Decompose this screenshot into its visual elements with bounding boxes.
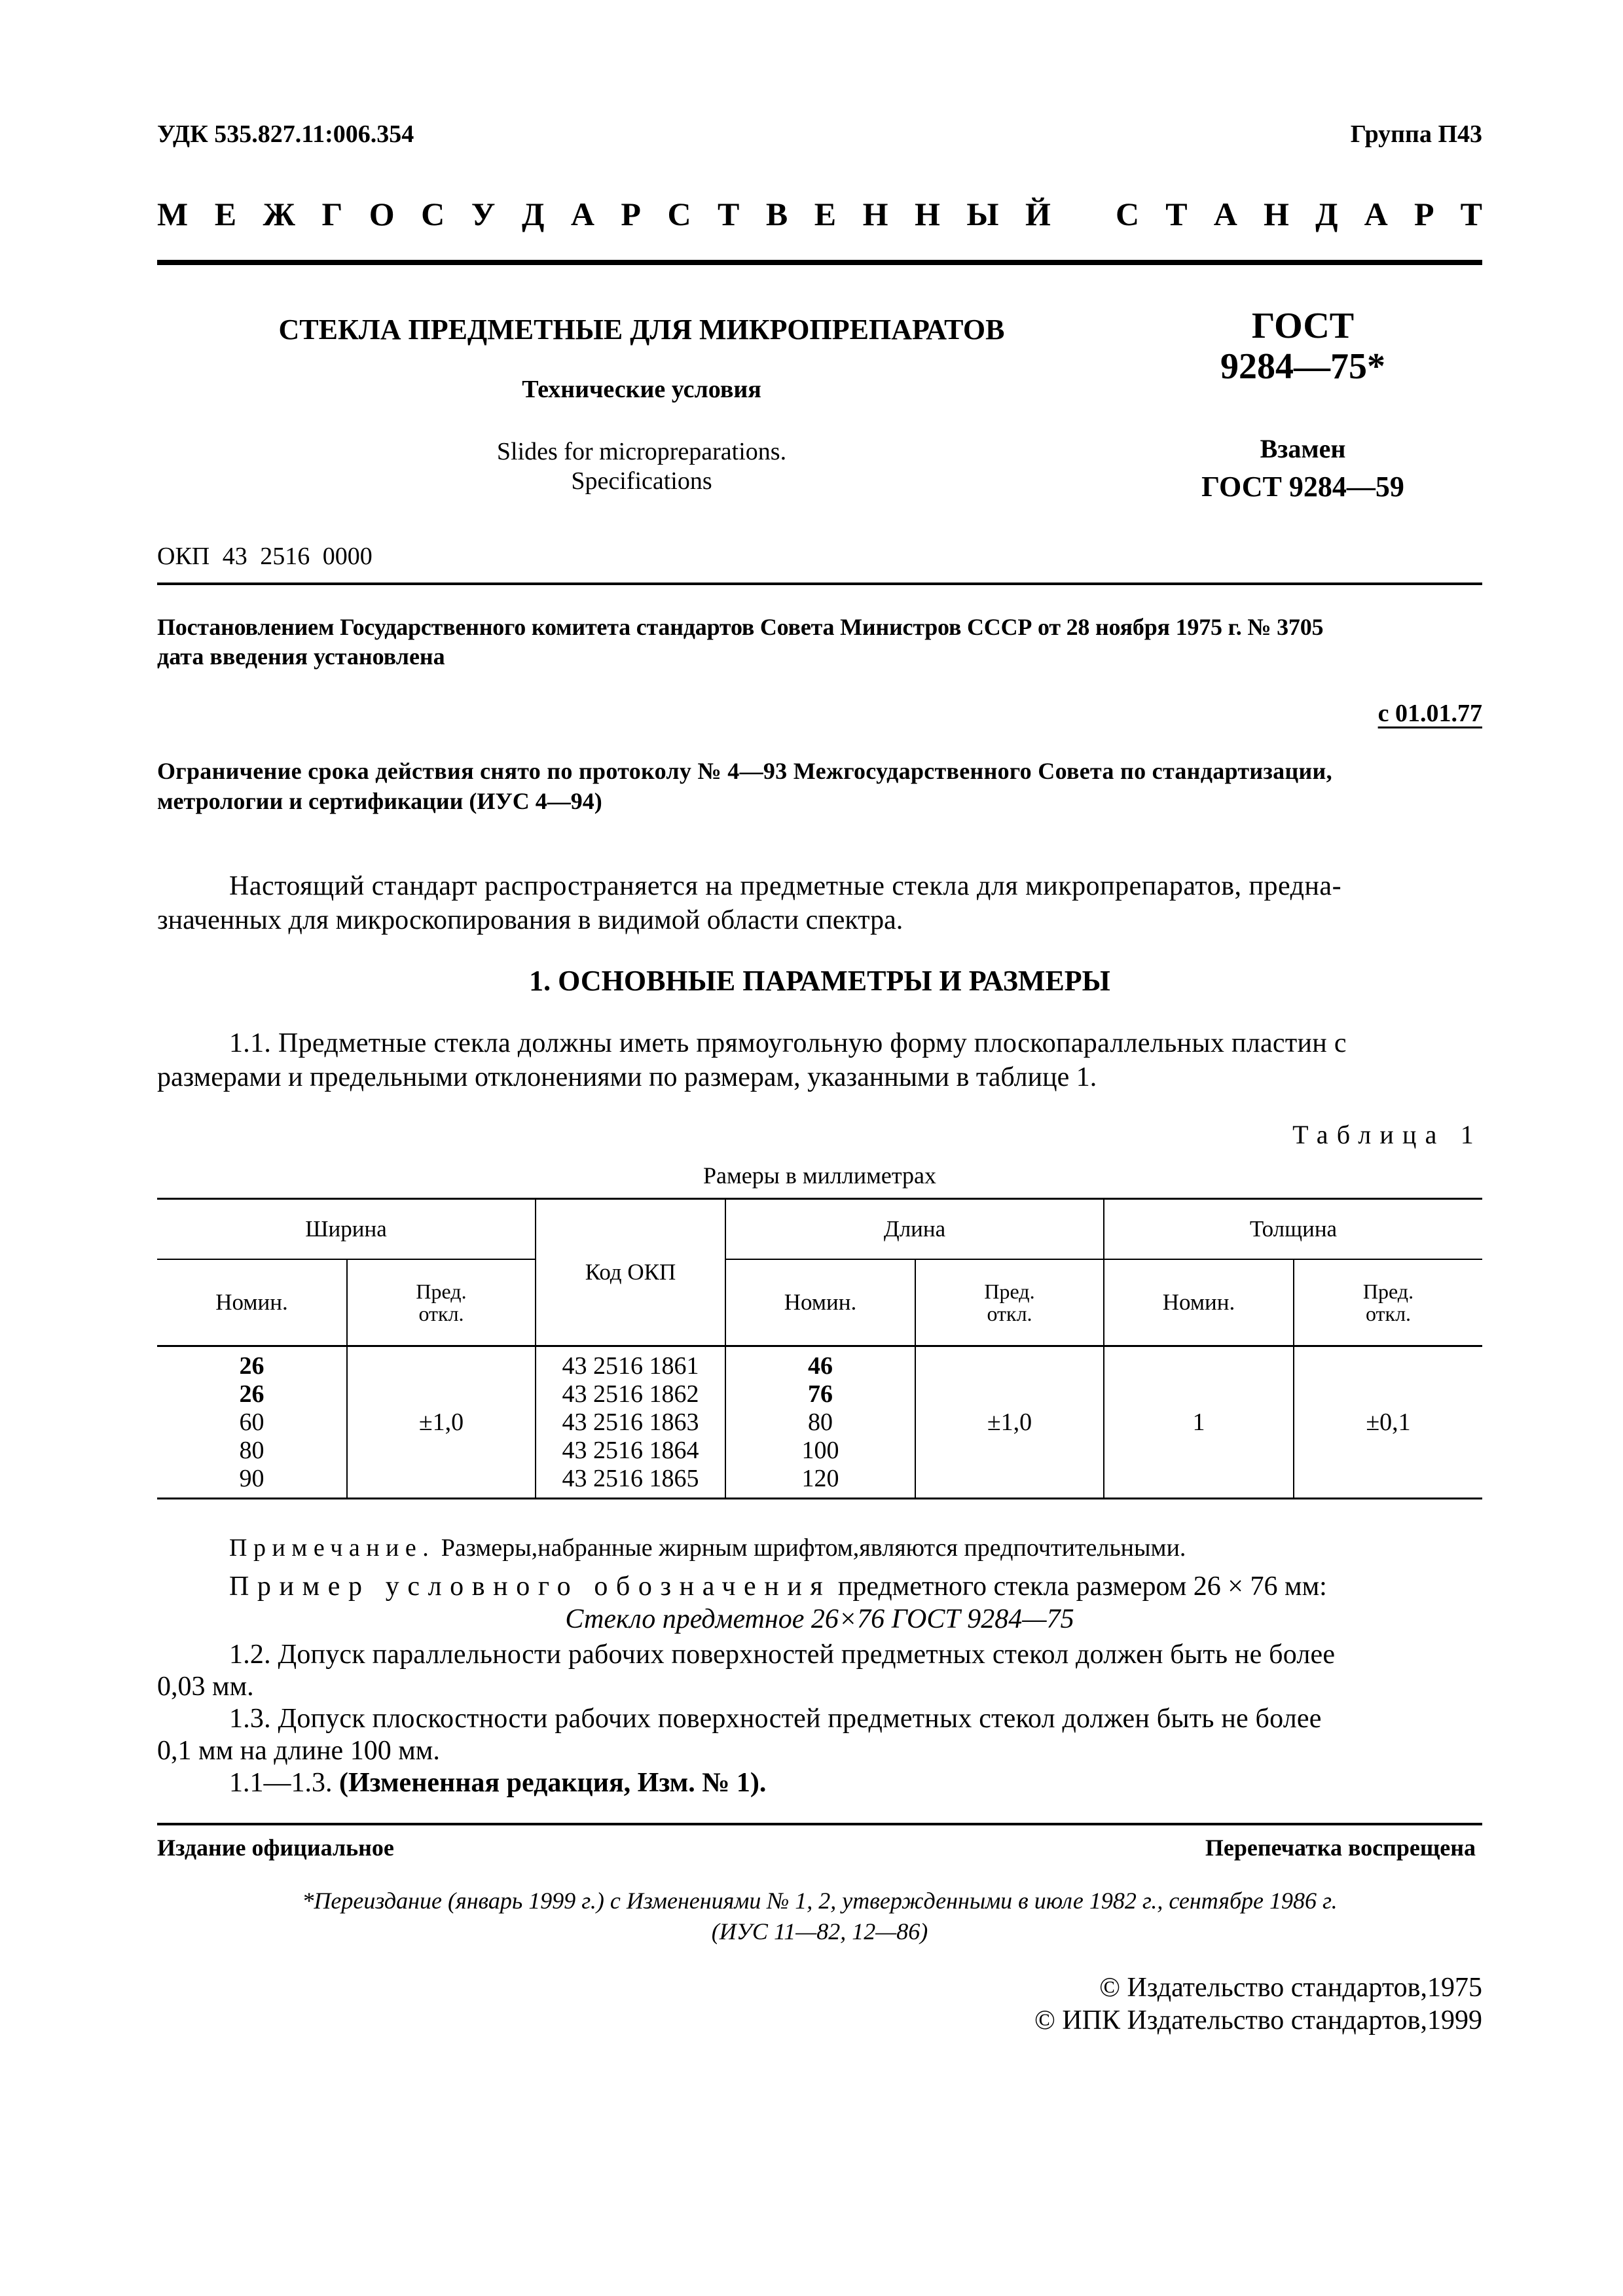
dimensions-table [157, 1198, 1482, 1499]
title-rule [157, 583, 1482, 585]
width-deviation-cell: ±1,0 [347, 1346, 536, 1499]
heading-letter: Д [1315, 196, 1338, 232]
reissue-note-line-2: (ИУС 11—82, 12—86) [711, 1918, 928, 1945]
table-cell: 60 [239, 1408, 264, 1436]
clause-1-1-line-1: 1.1. Предметные стекла должны иметь прямоугольную форму плоскопараллельных пластин с [229, 1028, 1347, 1058]
thickness-deviation-cell: ±0,1 [1294, 1346, 1482, 1499]
designation-example [229, 1571, 1327, 1602]
header-length-dev: Пред. откл. [915, 1259, 1104, 1346]
thickness-nominal-cell: 1 [1104, 1346, 1294, 1499]
clause-1-2-line-2: 0,03 мм. [157, 1672, 254, 1702]
heading-letter: А [570, 196, 594, 232]
heading-letter: В [765, 196, 788, 232]
limit-line-1: Ограничение срока действия снято по протоколу № 4—93 Межгосударственного Совета по стандартизации, [157, 758, 1332, 784]
amendment-text: (Измененная редакция, Изм. № 1). [339, 1768, 767, 1798]
document-title: СТЕКЛА ПРЕДМЕТНЫЕ ДЛЯ МИКРОПРЕПАРАТОВ [278, 314, 1005, 346]
table-cell: 46 [808, 1352, 833, 1380]
table-cell: 26 [239, 1352, 264, 1380]
okp-code: ОКП 43 2516 0000 [157, 543, 373, 570]
heading-letter: С [421, 196, 445, 232]
okp-code-cell [536, 1346, 725, 1499]
header-thickness-dev: Пред. откл. [1294, 1259, 1482, 1346]
standard-type-word-2 [1116, 195, 1482, 233]
replaces-number: ГОСТ 9284—59 [1201, 471, 1404, 503]
section-1-heading: 1. ОСНОВНЫЕ ПАРАМЕТРЫ И РАЗМЕРЫ [529, 965, 1110, 997]
table-cell: 43 2516 1863 [562, 1408, 699, 1436]
official-edition: Издание официальное [157, 1835, 394, 1861]
heading-letter: Н [914, 196, 940, 232]
heading-letter: Н [862, 196, 888, 232]
footer-rule [157, 1823, 1482, 1825]
gost-label: ГОСТ [1251, 306, 1355, 346]
heading-letter: Р [1413, 196, 1434, 232]
copyright-1975: © Издательство стандартов,1975 [1099, 1973, 1482, 2003]
clause-1-3-line-1: 1.3. Допуск плоскостности рабочих поверхностей предметных стекол должен быть не более [229, 1704, 1322, 1734]
table-cell: 43 2516 1861 [562, 1352, 699, 1380]
header-width-nom: Номин. [157, 1259, 347, 1346]
table-row [157, 1346, 1482, 1499]
header-okp-code: Код ОКП [536, 1199, 725, 1346]
heading-letter: У [471, 196, 496, 232]
clause-1-3-line-2: 0,1 мм на длине 100 мм. [157, 1736, 440, 1766]
table-note [229, 1534, 1186, 1562]
note-label: Примечание. [229, 1534, 435, 1562]
heading-letter: Д [521, 196, 545, 232]
english-title-line-2: Specifications [571, 467, 712, 495]
heading-letter: С [667, 196, 691, 232]
copyright-1999: © ИПК Издательство стандартов,1999 [1034, 2005, 1482, 2036]
table-header-row-2 [157, 1259, 1482, 1346]
header-width: Ширина [157, 1199, 536, 1260]
header-length-nom: Номин. [725, 1259, 915, 1346]
table-units: Рамеры в миллиметрах [702, 1162, 937, 1189]
gost-number: 9284—75* [1220, 346, 1385, 387]
clause-range: 1.1—1.3. [229, 1768, 333, 1798]
table-cell: 43 2516 1862 [562, 1380, 699, 1408]
heading-letter: М [157, 196, 189, 232]
heading-letter: А [1213, 196, 1237, 232]
heading-letter: Е [214, 196, 237, 232]
heading-letter: Т [1460, 196, 1482, 232]
length-nominal-cell [725, 1346, 915, 1499]
table-caption: Таблица 1 [1292, 1120, 1482, 1149]
width-nominal-cell [157, 1346, 347, 1499]
reissue-note-line-1: *Переиздание (январь 1999 г.) с Изменениями № 1, 2, утвержденными в июле 1982 г., сентябре 1986 г. [302, 1888, 1338, 1914]
heading-letter: О [369, 196, 395, 232]
heading-letter: Ы [966, 196, 999, 232]
length-deviation-cell: ±1,0 [915, 1346, 1104, 1499]
standard-type-heading [157, 195, 1482, 233]
heading-letter: Т [718, 196, 740, 232]
table-cell: 100 [801, 1436, 839, 1464]
header-thickness-nom: Номин. [1104, 1259, 1294, 1346]
limit-line-2: метрологии и сертификации (ИУС 4—94) [157, 788, 602, 814]
heading-letter: Й [1025, 196, 1051, 232]
table-cell: 26 [239, 1380, 264, 1408]
group-code: Группа П43 [1350, 120, 1482, 148]
table-cell: 80 [239, 1436, 264, 1464]
heading-letter: Г [321, 196, 343, 232]
header-thick-rule [157, 260, 1482, 265]
table-cell: 120 [801, 1464, 839, 1492]
reprint-prohibited: Перепечатка воспрещена [1205, 1835, 1476, 1861]
intro-line-2: значенных для микроскопирования в видимой области спектра. [157, 905, 903, 935]
clause-1-2-line-1: 1.2. Допуск параллельности рабочих поверхностей предметных стекол должен быть не более [229, 1640, 1336, 1670]
heading-letter: Е [814, 196, 837, 232]
intro-line-1: Настоящий стандарт распространяется на предметные стекла для микропрепаратов, предна- [229, 871, 1342, 901]
example-designation: Стекло предметное 26×76 ГОСТ 9284—75 [565, 1604, 1074, 1634]
example-text: предметного стекла размером 26 × 76 мм: [837, 1571, 1327, 1602]
replaces-label: Взамен [1260, 434, 1346, 463]
header-length: Длина [725, 1199, 1104, 1260]
heading-letter: А [1364, 196, 1388, 232]
example-label: Пример условного обозначения [229, 1571, 831, 1602]
heading-letter: Н [1264, 196, 1289, 232]
clause-1-1-line-2: размерами и предельными отклонениями по размерам, указанными в таблице 1. [157, 1062, 1097, 1092]
english-title-line-1: Slides for micropreparations. [496, 438, 787, 465]
amendment-note [229, 1767, 766, 1799]
table-cell: 80 [808, 1408, 833, 1436]
table-cell: 76 [808, 1380, 833, 1408]
table-cell: 90 [239, 1464, 264, 1492]
document-subtitle: Технические условия [522, 376, 761, 403]
heading-letter: С [1116, 196, 1140, 232]
decree-line-2: дата введения установлена [157, 643, 445, 670]
header-thickness: Толщина [1104, 1199, 1482, 1260]
heading-letter: Р [621, 196, 641, 232]
note-text: Размеры,набранные жирным шрифтом,являются предпочтительными. [441, 1534, 1186, 1562]
standard-type-word-1 [157, 195, 1051, 233]
decree-line-1: Постановлением Государственного комитета стандартов Совета Министров СССР от 28 ноября 1975 г. № 3705 [157, 614, 1324, 640]
header-width-dev: Пред. откл. [347, 1259, 536, 1346]
table-header-row-1 [157, 1199, 1482, 1260]
table-cell: 43 2516 1865 [562, 1464, 699, 1492]
heading-letter: Т [1165, 196, 1188, 232]
udk-code: УДК 535.827.11:006.354 [157, 120, 414, 148]
heading-letter: Ж [263, 196, 295, 232]
effective-date: с 01.01.77 [1377, 700, 1482, 727]
table-cell: 43 2516 1864 [562, 1436, 699, 1464]
